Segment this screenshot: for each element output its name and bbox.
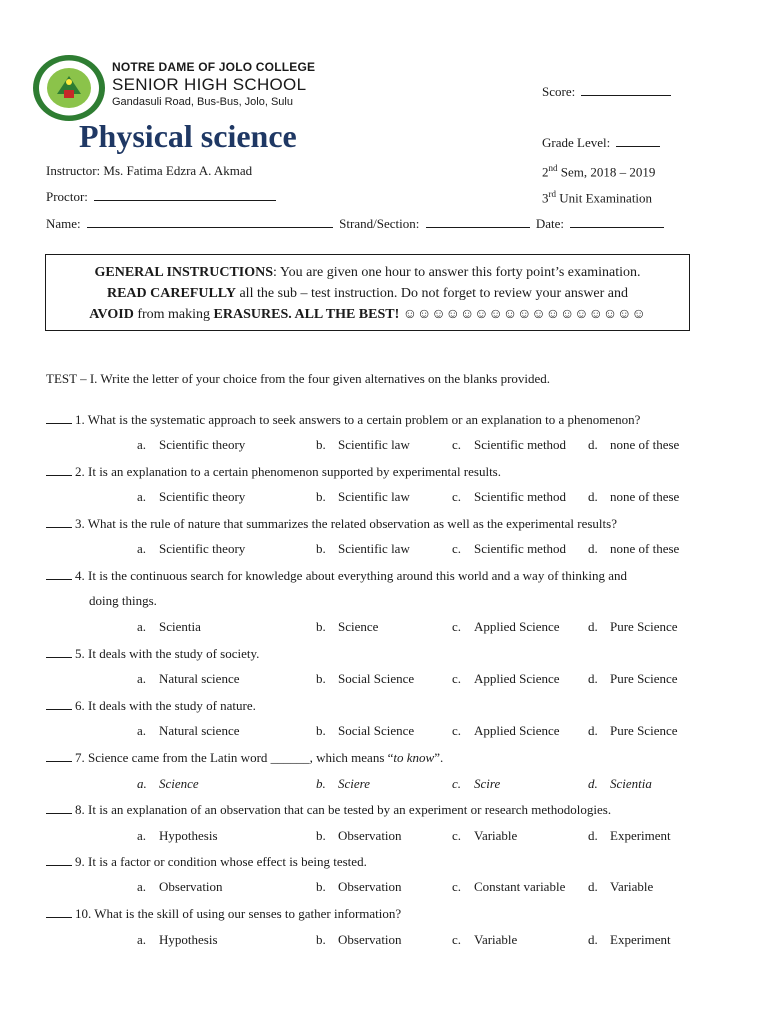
option-d [588, 776, 652, 792]
option-letter: c. [452, 541, 462, 556]
school-unit: SENIOR HIGH SCHOOL [112, 75, 307, 94]
option-letter: b. [316, 619, 326, 634]
instructions-text-2: all the sub – test instruction. Do not forget to review your answer and [235, 286, 629, 301]
answer-blank[interactable] [46, 464, 72, 476]
semester-number: 2 [542, 164, 549, 180]
option-letter: d. [588, 776, 598, 791]
question-10 [46, 906, 401, 922]
option-text: Observation [159, 879, 223, 894]
option-d [588, 828, 671, 844]
unit-number: 3 [542, 190, 549, 206]
answer-blank[interactable] [46, 568, 72, 580]
option-text: Constant variable [474, 879, 566, 894]
option-letter: d. [588, 619, 598, 634]
option-text: Scientific method [474, 489, 567, 504]
option-text: Scientific law [338, 489, 410, 504]
option-a [137, 437, 245, 453]
option-c [452, 541, 566, 557]
school-seal-logo [30, 52, 108, 124]
option-letter: d. [588, 932, 598, 947]
option-b [316, 489, 410, 505]
option-text: Scientia [610, 776, 652, 791]
option-a [137, 489, 245, 505]
option-c [452, 879, 565, 895]
option-letter: b. [316, 541, 326, 556]
unit-suffix: rd [548, 189, 556, 199]
smiley-icons: ☺☺☺☺☺☺☺☺☺☺☺☺☺☺☺☺☺ [399, 307, 646, 322]
page-title: Physical science [79, 118, 297, 154]
options-row [0, 879, 768, 897]
name-label: Name: [46, 216, 81, 231]
question-text: 7. Science came from the Latin word ______, which means “ [75, 750, 394, 765]
grade-level-blank[interactable] [616, 135, 660, 147]
option-text: Social Science [338, 671, 415, 686]
option-text: Applied Science [474, 671, 560, 686]
option-letter: d. [588, 489, 598, 504]
instructions-text-1: : You are given one hour to answer this forty point’s examination. [273, 265, 641, 280]
answer-blank[interactable] [46, 516, 72, 528]
option-letter: c. [452, 619, 462, 634]
option-a [137, 776, 199, 792]
option-b [316, 671, 414, 687]
option-letter: c. [452, 489, 462, 504]
option-letter: b. [316, 879, 326, 894]
question-8 [46, 802, 611, 818]
option-text: Scientific method [474, 437, 567, 452]
question-text-continued: doing things. [89, 593, 157, 608]
option-b [316, 541, 410, 557]
option-c [452, 619, 560, 635]
semester-suffix: nd [548, 163, 558, 173]
option-text: Pure Science [610, 619, 678, 634]
instructions-text-3: from making [133, 307, 214, 322]
option-text: Variable [610, 879, 654, 894]
options-row [0, 541, 768, 559]
option-text: Scientific theory [159, 541, 246, 556]
options-row [0, 671, 768, 689]
question-6 [46, 698, 256, 714]
option-text: Scire [474, 776, 501, 791]
question-text-end: ”. [434, 750, 444, 765]
question-text: 8. It is an explanation of an observation that can be tested by an experiment or research methodologies. [75, 802, 612, 817]
option-letter: a. [137, 671, 147, 686]
question-5 [46, 646, 259, 662]
instructions-line-3 [46, 304, 689, 325]
option-text: Hypothesis [159, 932, 218, 947]
option-text: Science [159, 776, 199, 791]
answer-blank[interactable] [46, 854, 72, 866]
options-row [0, 828, 768, 846]
option-letter: a. [137, 932, 147, 947]
general-instructions-box [45, 254, 690, 331]
test-heading: TEST – I. Write the letter of your choice from the four given alternatives on the blanks provided. [46, 371, 551, 386]
proctor-field [46, 189, 276, 205]
option-text: Social Science [338, 723, 415, 738]
question-text: 4. It is the continuous search for knowledge about everything around this world and a way of thinking and [75, 568, 628, 583]
name-blank[interactable] [87, 216, 333, 228]
option-text: Variable [474, 828, 518, 843]
strand-label: Strand/Section: [339, 216, 420, 231]
unit-text: Unit Examination [556, 190, 653, 206]
school-name: NOTRE DAME OF JOLO COLLEGE [112, 60, 316, 74]
semester-line [542, 163, 655, 180]
option-text: Observation [338, 932, 402, 947]
options-row [0, 932, 768, 950]
answer-blank[interactable] [46, 906, 72, 918]
option-text: Observation [338, 879, 402, 894]
question-3 [46, 516, 617, 532]
option-c [452, 932, 517, 948]
option-letter: a. [137, 879, 147, 894]
instructions-emphasis-1: READ CAREFULLY [106, 286, 236, 301]
option-text: Variable [474, 932, 518, 947]
option-text: Pure Science [610, 723, 678, 738]
options-row [0, 489, 768, 507]
option-a [137, 879, 223, 895]
option-d [588, 489, 679, 505]
option-d [588, 671, 678, 687]
proctor-blank[interactable] [94, 189, 276, 201]
option-a [137, 671, 239, 687]
option-text: Natural science [159, 723, 240, 738]
options-row [0, 437, 768, 455]
option-text: Scientific law [338, 437, 410, 452]
option-b [316, 932, 402, 948]
option-text: Scientific method [474, 541, 567, 556]
option-letter: b. [316, 828, 326, 843]
option-letter: d. [588, 541, 598, 556]
option-letter: c. [452, 723, 462, 738]
instructions-line-1 [46, 262, 689, 283]
option-text: Observation [338, 828, 402, 843]
option-text: none of these [610, 437, 680, 452]
option-text: Science [338, 619, 379, 634]
option-c [452, 723, 560, 739]
proctor-label: Proctor: [46, 189, 88, 204]
option-text: Scientia [159, 619, 201, 634]
question-text: 9. It is a factor or condition whose effect is being tested. [75, 854, 367, 869]
option-letter: c. [452, 776, 462, 791]
answer-blank[interactable] [46, 412, 72, 424]
options-row [0, 619, 768, 637]
option-d [588, 932, 671, 948]
option-b [316, 879, 402, 895]
option-b [316, 437, 410, 453]
answer-blank[interactable] [46, 698, 72, 710]
answer-blank[interactable] [46, 646, 72, 658]
question-7 [46, 750, 443, 766]
option-d [588, 541, 679, 557]
option-a [137, 619, 201, 635]
option-text: Hypothesis [159, 828, 218, 843]
question-9 [46, 854, 367, 870]
school-address: Gandasuli Road, Bus-Bus, Jolo, Sulu [112, 96, 293, 108]
option-letter: b. [316, 671, 326, 686]
option-text: Natural science [159, 671, 240, 686]
option-letter: c. [452, 437, 462, 452]
question-4 [46, 568, 628, 608]
instructions-emphasis-3: ERASURES. ALL THE BEST! [213, 307, 400, 322]
option-a [137, 828, 218, 844]
option-letter: a. [137, 541, 147, 556]
answer-blank[interactable] [46, 750, 72, 762]
option-text: Pure Science [610, 671, 678, 686]
option-b [316, 776, 370, 792]
score-blank[interactable] [581, 84, 671, 96]
option-c [452, 828, 517, 844]
option-letter: d. [588, 828, 598, 843]
option-text: Scientific theory [159, 489, 246, 504]
grade-level-field [542, 135, 660, 151]
option-letter: a. [137, 489, 147, 504]
option-d [588, 879, 653, 895]
option-d [588, 723, 678, 739]
instructor-line: Instructor: Ms. Fatima Edzra A. Akmad [46, 163, 253, 178]
option-text: Experiment [610, 828, 671, 843]
option-letter: b. [316, 932, 326, 947]
option-c [452, 489, 566, 505]
question-text: 1. What is the systematic approach to seek answers to a certain problem or an explanation to a phenomenon? [75, 412, 641, 427]
question-text: 6. It deals with the study of nature. [75, 698, 256, 713]
date-label: Date: [535, 216, 564, 231]
strand-blank[interactable] [426, 216, 530, 228]
option-a [137, 932, 218, 948]
options-row [0, 723, 768, 741]
question-2 [46, 464, 501, 480]
option-text: Scientific theory [159, 437, 246, 452]
question-text: 2. It is an explanation to a certain phenomenon supported by experimental results. [75, 464, 501, 479]
option-letter: a. [137, 828, 147, 843]
option-letter: c. [452, 879, 462, 894]
date-blank[interactable] [570, 216, 664, 228]
option-text: Experiment [610, 932, 671, 947]
options-row [0, 776, 768, 794]
name-strand-date-line [46, 216, 664, 232]
question-text: 3. What is the rule of nature that summarizes the related observation as well as the experimental results? [75, 516, 617, 531]
option-letter: a. [137, 776, 147, 791]
question-text: 10. What is the skill of using our senses to gather information? [75, 906, 402, 921]
option-letter: b. [316, 437, 326, 452]
option-d [588, 619, 678, 635]
option-letter: d. [588, 437, 598, 452]
option-letter: b. [316, 723, 326, 738]
score-field [542, 84, 671, 100]
option-letter: a. [137, 437, 147, 452]
question-1 [46, 412, 640, 428]
option-b [316, 723, 414, 739]
score-label: Score: [542, 84, 576, 99]
option-text: none of these [610, 489, 680, 504]
option-b [316, 619, 378, 635]
option-a [137, 541, 245, 557]
option-text: Scientific law [338, 541, 410, 556]
option-d [588, 437, 679, 453]
option-letter: d. [588, 723, 598, 738]
option-letter: b. [316, 489, 326, 504]
semester-text: Sem, 2018 – 2019 [557, 164, 656, 180]
option-c [452, 437, 566, 453]
option-text: Sciere [338, 776, 370, 791]
answer-blank[interactable] [46, 802, 72, 814]
option-letter: a. [137, 619, 147, 634]
instructions-lead: GENERAL INSTRUCTIONS [94, 265, 274, 280]
question-text-italic: to know [393, 750, 435, 765]
option-c [452, 776, 500, 792]
grade-level-label: Grade Level: [542, 135, 611, 150]
option-b [316, 828, 402, 844]
option-letter: c. [452, 932, 462, 947]
option-letter: d. [588, 671, 598, 686]
unit-exam-line [542, 189, 652, 206]
option-text: Applied Science [474, 723, 560, 738]
question-text: 5. It deals with the study of society. [75, 646, 260, 661]
option-text: Applied Science [474, 619, 560, 634]
option-c [452, 671, 560, 687]
option-letter: b. [316, 776, 326, 791]
instructions-line-2 [46, 283, 689, 304]
option-letter: a. [137, 723, 147, 738]
option-a [137, 723, 239, 739]
option-text: none of these [610, 541, 680, 556]
instructions-emphasis-2: AVOID [89, 307, 134, 322]
option-letter: c. [452, 828, 462, 843]
option-letter: d. [588, 879, 598, 894]
option-letter: c. [452, 671, 462, 686]
